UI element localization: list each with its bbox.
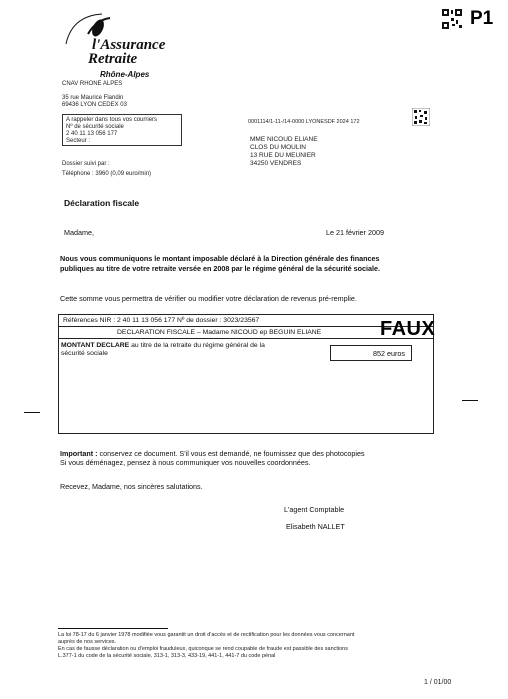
amount-label-bold: MONTANT DECLARE xyxy=(61,342,130,349)
barcode-icon xyxy=(412,108,430,126)
table-ref-line: Références NIR : 2 40 11 13 056 177 Nº de dossier : 3023/23567 xyxy=(63,317,260,324)
margin-mark-left xyxy=(24,412,40,413)
closing: Recevez, Madame, nos sincères salutations. xyxy=(60,482,203,491)
faux-stamp: FAUX xyxy=(380,318,436,340)
footer-line-1: La loi 78-17 du 6 janvier 1978 modifiée vous garantit un droit d'accès et de rectification pour les données vous concernant xyxy=(58,632,355,638)
table-header: DECLARATION FISCALE – Madame NICOUD ep BEGUIN ELIANE xyxy=(117,329,322,336)
logo-line-2: Retraite xyxy=(88,51,138,67)
recipient-line-2: CLOS DU MOULIN xyxy=(250,144,306,151)
postal-code-line: 0001114/1-11-/14-0000 LYONESDF 2024 172 xyxy=(248,119,360,125)
important-label: Important : xyxy=(60,449,98,458)
amount-box xyxy=(330,345,412,361)
footer-rule xyxy=(58,628,168,629)
letter-date: Le 21 février 2009 xyxy=(326,228,384,237)
recipient-line-3: 13 RUE DU MEUNIER xyxy=(250,152,316,159)
important-line-2: Si vous déménagez, pensez à nous communiquer vos nouvelles coordonnées. xyxy=(60,458,311,467)
declaration-table xyxy=(58,314,434,434)
table-header-row xyxy=(59,326,433,339)
amount-label-line-2: sécurité sociale xyxy=(61,350,108,357)
qr-code-icon xyxy=(441,8,463,30)
sender-city: 69436 LYON CEDEX 03 xyxy=(62,102,127,108)
recipient-name: MME NICOUD ELIANE xyxy=(250,136,318,143)
amount-label-rest: au titre de la retraite du régime général de la xyxy=(129,342,265,349)
document-title: Déclaration fiscale xyxy=(64,198,140,208)
footer-line-2: auprès de nos services. xyxy=(58,639,117,645)
body-para-2: Cette somme vous permettra de vérifier ou modifier votre déclaration de revenus pré-remplie. xyxy=(60,294,357,303)
amount-value: 852 euros xyxy=(373,349,405,358)
salutation: Madame, xyxy=(64,228,94,237)
body-para-1-line-1: Nous vous communiquons le montant imposable déclaré à la Direction générale des finances xyxy=(60,254,380,263)
reference-box xyxy=(62,114,182,146)
page-marker: P1 xyxy=(470,8,494,29)
cnav-logo xyxy=(58,10,188,80)
signature-name: Elisabeth NALLET xyxy=(286,522,345,531)
reference-line-1: A rappeler dans tous vos courriers xyxy=(66,117,158,123)
margin-mark-right xyxy=(462,400,478,401)
logo-region: Rhône-Alpes xyxy=(100,70,150,79)
body-para-1-line-2: publiques au titre de votre retraite versée en 2008 par le régime général de la sécurité sociale. xyxy=(60,264,380,273)
contact-line-2: Téléphone : 3960 (0,09 euro/min) xyxy=(62,171,152,177)
reference-line-4: Secteur : xyxy=(66,138,91,144)
signature-title: L'agent Comptable xyxy=(284,505,345,514)
page-reference: 1 / 01/00 xyxy=(424,679,452,686)
footer-line-3: En cas de fausse déclaration ou d'emploi frauduleux, quiconque se rend coupable de fraude est passible des sanctions xyxy=(58,646,348,652)
reference-line-3: 2 40 11 13 056 177 xyxy=(66,131,118,137)
important-line-1 xyxy=(60,449,365,458)
footer-line-4: L.377-1 du code de la sécurité sociale, 313-1, 313-3, 433-19, 441-1, 441-7 du code pénal xyxy=(58,653,276,659)
important-text: conservez ce document. S'il vous est demandé, ne fournissez que des photocopies xyxy=(97,449,365,458)
recipient-line-4: 34250 VENDRES xyxy=(250,160,302,167)
sender-org: CNAV RHONE ALPES xyxy=(62,81,123,87)
contact-line-1: Dossier suivi par : xyxy=(62,161,110,167)
logo-line-1: l'Assurance xyxy=(92,37,166,53)
reference-line-2: Nº de sécurité sociale xyxy=(66,124,124,130)
sender-street: 35 rue Maurice Flandin xyxy=(62,95,124,101)
